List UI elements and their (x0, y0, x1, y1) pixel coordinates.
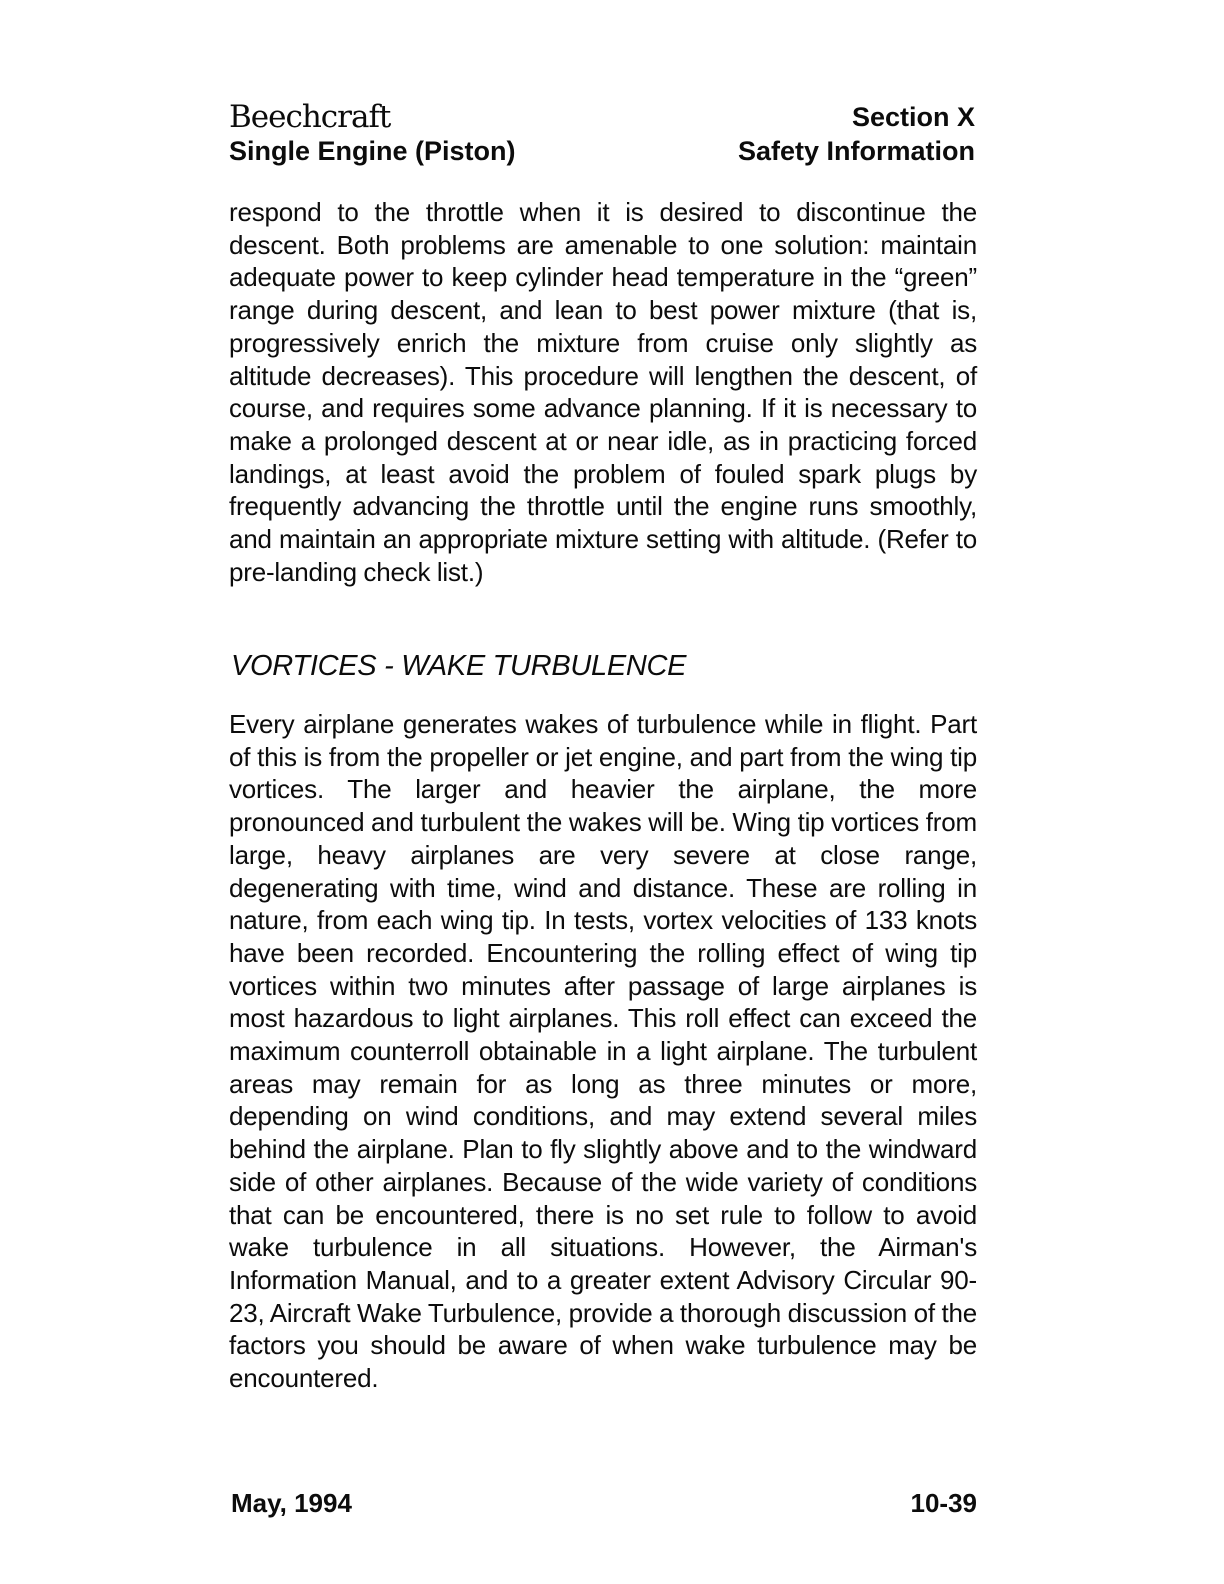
header-right (738, 100, 975, 168)
header-left (229, 100, 516, 168)
body-paragraph-continued: respond to the throttle when it is desired to discontinue the descent. Both problems are amenable to one solution: maintain adequate power to keep cylinder head temperature in the “green” range during descent, and lean to best power mixture (that is, progressively enrich the mixture from cruise only slightly as altitude decreases). This procedure will lengthen the descent, of course, and requires some advance planning. If it is necessary to make a prolonged descent at or near idle, as in practicing forced landings, at least avoid the problem of fouled spark plugs by frequently advancing the throttle until the engine runs smoothly, and maintain an appropriate mixture setting with altitude. (Refer to pre-landing check list.) (229, 197, 977, 587)
brand-logo: Beechcraft (229, 99, 391, 135)
model-subtitle: Single Engine (Piston) (229, 136, 516, 166)
footer-date: May, 1994 (231, 1488, 352, 1518)
footer-page-number: 10-39 (910, 1488, 977, 1518)
section-number: Section X (851, 102, 975, 132)
body-paragraph-wake-turbulence: Every airplane generates wakes of turbulence while in flight. Part of this is from the propeller or jet engine, and part from the wing tip vortices. The larger and heavier the airplane, the more pronounced and turbulent the wakes will be. Wing tip vortices from large, heavy airplanes are very severe at close range, degenerating with time, wind and distance. These are rolling in nature, from each wing tip. In tests, vortex velocities of 133 knots have been recorded. Encountering the rolling effect of wing tip vortices within two minutes after passage of large airplanes is most hazardous to light airplanes. This roll effect can exceed the maximum counterroll obtainable in a light airplane. The turbulent areas may remain for as long as three minutes or more, depending on wind conditions, and may extend several miles behind the airplane. Plan to fly slightly above and to the windward side of other airplanes. Because of the wide variety of conditions that can be encountered, there is no set rule to follow to avoid wake turbulence in all situations. However, the Airman's Information Manual, and to a greater extent Advisory Circular 90-23, Aircraft Wake Turbulence, provide a thorough discussion of the factors you should be aware of when wake turbulence may be encountered. (229, 709, 977, 1394)
section-heading: VORTICES - WAKE TURBULENCE (231, 650, 687, 682)
page-header (229, 100, 975, 170)
section-title: Safety Information (737, 136, 975, 166)
